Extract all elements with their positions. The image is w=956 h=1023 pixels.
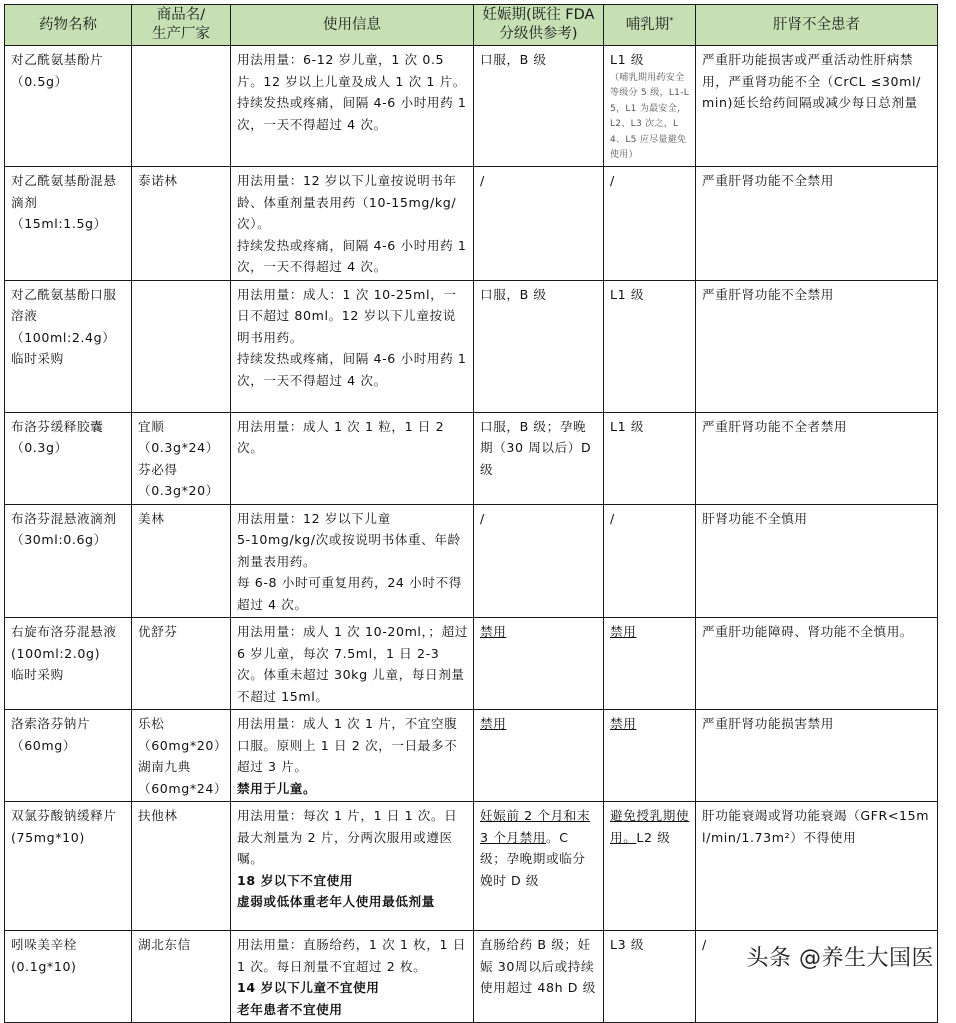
hepatic-renal-cell (696, 412, 938, 504)
lactation-note: （哺乳期用药安全等级分 5 级，L1-L5，L1 为最安全，L2、L3 次之，L4、L5 应尽量避免使用） (610, 72, 690, 160)
header-text: 商品名/ (156, 7, 206, 23)
hepatic-renal-cell (696, 710, 938, 802)
hepatic-renal-text: 严重肝肾功能不全禁用 (702, 173, 834, 188)
pregnancy-text: 口服，B 级 (480, 286, 547, 302)
pregnancy-cell (474, 710, 604, 802)
hepatic-renal-text: 肝肾功能不全慎用 (702, 510, 808, 526)
hepatic-renal-cell (696, 280, 938, 412)
usage-cell (231, 167, 474, 281)
pregnancy-text: 禁用 (480, 716, 507, 731)
lactation-cell (604, 710, 696, 802)
hepatic-renal-text: 肝功能衰竭或肾功能衰竭（GFR<15ml/min/1.73m²）不得使用 (702, 808, 930, 845)
usage-text: 持续发热或疼痛，间隔 4-6 小时用药 1 次，一天不得超过 4 次。 (237, 351, 467, 388)
brand-cell (132, 280, 231, 412)
lactation-text: L1 级 (610, 52, 645, 67)
drug-name-text: 双氯芬酸钠缓释片(75mg*10) (11, 808, 117, 845)
header-pregnancy (474, 5, 604, 46)
usage-text: 用法用量：6-12 岁儿童，1 次 0.5 片。12 岁以上儿童及成人 1 次 1 片。 (237, 52, 466, 89)
header-text: 分级供参考) (499, 26, 578, 42)
warning-text: 老年患者不宜使用 (237, 1001, 343, 1017)
usage-cell (231, 46, 474, 167)
lactation-cell (604, 802, 696, 931)
drug-name-text: （15ml:1.5g） (11, 216, 107, 231)
table-row (5, 710, 938, 802)
hepatic-renal-text: 严重肝功能损害或严重活动性肝病禁用，严重肾功能不全（CrCL ≤30ml/min)延长给药间隔或减少每日总剂量 (702, 52, 921, 110)
lactation-text: L3 级 (610, 937, 645, 952)
usage-text: 用法用量：成人：1 次 10-25ml，一日不超过 80ml。12 岁以下儿童按说明书用药。 (237, 286, 457, 345)
hepatic-renal-cell (696, 46, 938, 167)
brand-text: （60mg*24） (138, 780, 228, 796)
brand-text: 泰诺林 (138, 173, 178, 188)
usage-text: 用法用量：每次 1 片，1 日 1 次。日最大剂量为 2 片，分两次服用或遵医嘱。 (237, 808, 458, 866)
pregnancy-text: / (480, 173, 485, 188)
usage-text: 持续发热或疼痛，间隔 4-6 小时用药 1 次，一天不得超过 4 次。 (237, 95, 467, 132)
drug-name-cell (5, 931, 132, 1023)
warning-text: 14 岁以下儿童不宜使用 (237, 980, 380, 995)
usage-text: 用法用量：成人 1 次 1 片，不宜空腹口服。原则上 1 日 2 次，一日最多不超过 3 片。 (237, 716, 458, 774)
hepatic-renal-text: 严重肝肾功能不全者禁用 (702, 418, 848, 434)
table-row (5, 802, 938, 931)
pregnancy-text: / (480, 510, 485, 526)
drug-name-cell (5, 167, 132, 281)
drug-name-cell (5, 504, 132, 618)
footnote-marker: * (669, 15, 674, 25)
drug-name-text: 右旋布洛芬混悬液(100ml:2.0g) (11, 624, 117, 661)
table-row (5, 167, 938, 281)
lactation-text: L1 级 (610, 286, 645, 302)
header-text: 妊娠期(既往 FDA (482, 7, 595, 23)
drug-name-cell (5, 802, 132, 931)
pregnancy-text: 。C 级；孕晚期或临分娩时 D 级 (480, 829, 586, 888)
brand-text: （0.3g*20） (138, 483, 219, 498)
usage-text: 每 6-8 小时可重复用药，24 小时不得超过 4 次。 (237, 575, 462, 612)
brand-text: 宜顺 (138, 418, 165, 434)
usage-text: 持续发热或疼痛，间隔 4-6 小时用药 1 次，一天不得超过 4 次。 (237, 237, 467, 274)
brand-cell (132, 931, 231, 1023)
brand-cell (132, 710, 231, 802)
usage-text: 用法用量：12 岁以下儿童 (237, 510, 391, 526)
hepatic-renal-text: 严重肝功能障碍、肾功能不全慎用。 (702, 624, 914, 639)
usage-text: 5-10mg/kg/次或按说明书体重、年龄剂量表用药。 (237, 532, 461, 569)
header-text: 药物名称 (39, 16, 97, 33)
usage-cell (231, 802, 474, 931)
pregnancy-text: 口服，B 级；孕晚期（30 周以后）D 级 (480, 418, 592, 477)
brand-cell (132, 504, 231, 618)
drug-name-text: (0.1g*10) (11, 958, 77, 974)
pregnancy-text: 妊娠前 2 个月和末 3 个月禁用 (480, 808, 591, 845)
pregnancy-text: 禁用 (480, 624, 507, 639)
drug-name-cell (5, 280, 132, 412)
drug-name-text: 布洛芬缓释胶囊 (11, 418, 104, 434)
pregnancy-cell (474, 280, 604, 412)
drug-name-text: （0.5g） (11, 73, 68, 89)
lactation-cell (604, 931, 696, 1023)
usage-text: 用法用量：成人 1 次 10-20ml，；超过 6 岁儿童，每次 7.5ml，1 日 2-3 次。体重未超过 30kg 儿童，每日剂量不超过 15ml。 (237, 624, 469, 704)
brand-cell (132, 167, 231, 281)
hepatic-renal-text: / (702, 937, 707, 952)
drug-info-table (4, 4, 938, 1023)
header-usage (231, 5, 474, 46)
table-row (5, 504, 938, 618)
usage-cell (231, 280, 474, 412)
table-row (5, 618, 938, 710)
header-row (5, 5, 938, 46)
warning-text: 虚弱或低体重老年人使用最低剂量 (237, 894, 435, 909)
pregnancy-text: 直肠给药 B 级；妊娠 30周以后或持续使用超过 48h D 级 (480, 937, 596, 995)
pregnancy-cell (474, 802, 604, 931)
drug-name-text: 吲哚美辛栓 (11, 937, 77, 952)
pregnancy-cell (474, 931, 604, 1023)
hepatic-renal-cell (696, 167, 938, 281)
drug-name-text: 临时采购 (11, 667, 64, 682)
brand-text: 芬必得 (138, 461, 178, 477)
brand-text: （0.3g*24） (138, 440, 219, 455)
lactation-cell (604, 504, 696, 618)
brand-text: 湖南九典 (138, 759, 191, 774)
header-lactation (604, 5, 696, 46)
brand-cell (132, 412, 231, 504)
hepatic-renal-cell (696, 504, 938, 618)
usage-cell (231, 504, 474, 618)
drug-name-cell (5, 710, 132, 802)
drug-name-text: 对乙酰氨基酚混悬滴剂 (11, 173, 117, 210)
lactation-text: / (610, 173, 615, 188)
brand-text: 美林 (138, 510, 165, 526)
hepatic-renal-cell (696, 618, 938, 710)
header-text: 使用信息 (323, 16, 381, 33)
pregnancy-cell (474, 618, 604, 710)
drug-name-text: （60mg） (11, 737, 77, 753)
lactation-text: L2 级 (636, 829, 671, 845)
drug-name-text: 对乙酰氨基酚片 (11, 52, 104, 67)
drug-name-text: 临时采购 (11, 351, 64, 366)
usage-cell (231, 412, 474, 504)
table-row (5, 280, 938, 412)
lactation-cell (604, 280, 696, 412)
pregnancy-text: 口服，B 级 (480, 52, 547, 67)
header-drug-name (5, 5, 132, 46)
lactation-cell (604, 618, 696, 710)
pregnancy-cell (474, 167, 604, 281)
table-row (5, 46, 938, 167)
usage-text: 用法用量：12 岁以下儿童按说明书年龄、体重剂量表用药（10-15mg/kg/次）。 (237, 173, 457, 231)
header-text: 生产厂家 (152, 26, 210, 42)
drug-name-cell (5, 46, 132, 167)
brand-cell (132, 802, 231, 931)
header-text: 哺乳期 (625, 16, 670, 33)
usage-cell (231, 618, 474, 710)
lactation-text: / (610, 510, 615, 526)
drug-name-text: （0.3g） (11, 440, 68, 455)
drug-name-cell (5, 412, 132, 504)
brand-text: 优舒芬 (138, 624, 178, 639)
usage-cell (231, 710, 474, 802)
lactation-cell (604, 412, 696, 504)
pregnancy-cell (474, 504, 604, 618)
hepatic-renal-cell (696, 802, 938, 931)
brand-text: 乐松 (138, 716, 165, 731)
warning-text: 禁用于儿童。 (237, 780, 317, 796)
usage-cell (231, 931, 474, 1023)
usage-text: 用法用量：直肠给药，1 次 1 枚，1 日 1 次。每日剂量不宜超过 2 枚。 (237, 937, 466, 974)
hepatic-renal-text: 严重肝肾功能不全禁用 (702, 286, 834, 302)
header-text: 肝肾不全患者 (773, 16, 860, 33)
table-row (5, 412, 938, 504)
header-hepatic-renal (696, 5, 938, 46)
lactation-text: 禁用 (610, 716, 637, 731)
lactation-text: L1 级 (610, 418, 645, 434)
drug-name-text: （100ml:2.4g） (11, 329, 116, 345)
brand-text: 扶他林 (138, 808, 178, 823)
lactation-cell (604, 167, 696, 281)
drug-name-text: 布洛芬混悬液滴剂（30ml:0.6g） (11, 510, 117, 547)
drug-name-text: 洛索洛芬钠片 (11, 716, 91, 731)
drug-name-text: 对乙酰氨基酚口服溶液 (11, 286, 117, 323)
brand-text: 湖北东信 (138, 937, 191, 952)
watermark: 头条 @养生大国医 (746, 946, 934, 971)
pregnancy-cell (474, 46, 604, 167)
lactation-text: 禁用 (610, 624, 637, 639)
lactation-text: 避免授乳期使用。 (610, 808, 690, 845)
usage-text: 用法用量：成人 1 次 1 粒，1 日 2 次。 (237, 418, 445, 455)
header-brand (132, 5, 231, 46)
brand-text: （60mg*20） (138, 737, 228, 753)
drug-name-cell (5, 618, 132, 710)
pregnancy-cell (474, 412, 604, 504)
brand-cell (132, 46, 231, 167)
warning-text: 18 岁以下不宜使用 (237, 872, 354, 888)
brand-cell (132, 618, 231, 710)
lactation-cell (604, 46, 696, 167)
hepatic-renal-text: 严重肝肾功能损害禁用 (702, 716, 834, 731)
